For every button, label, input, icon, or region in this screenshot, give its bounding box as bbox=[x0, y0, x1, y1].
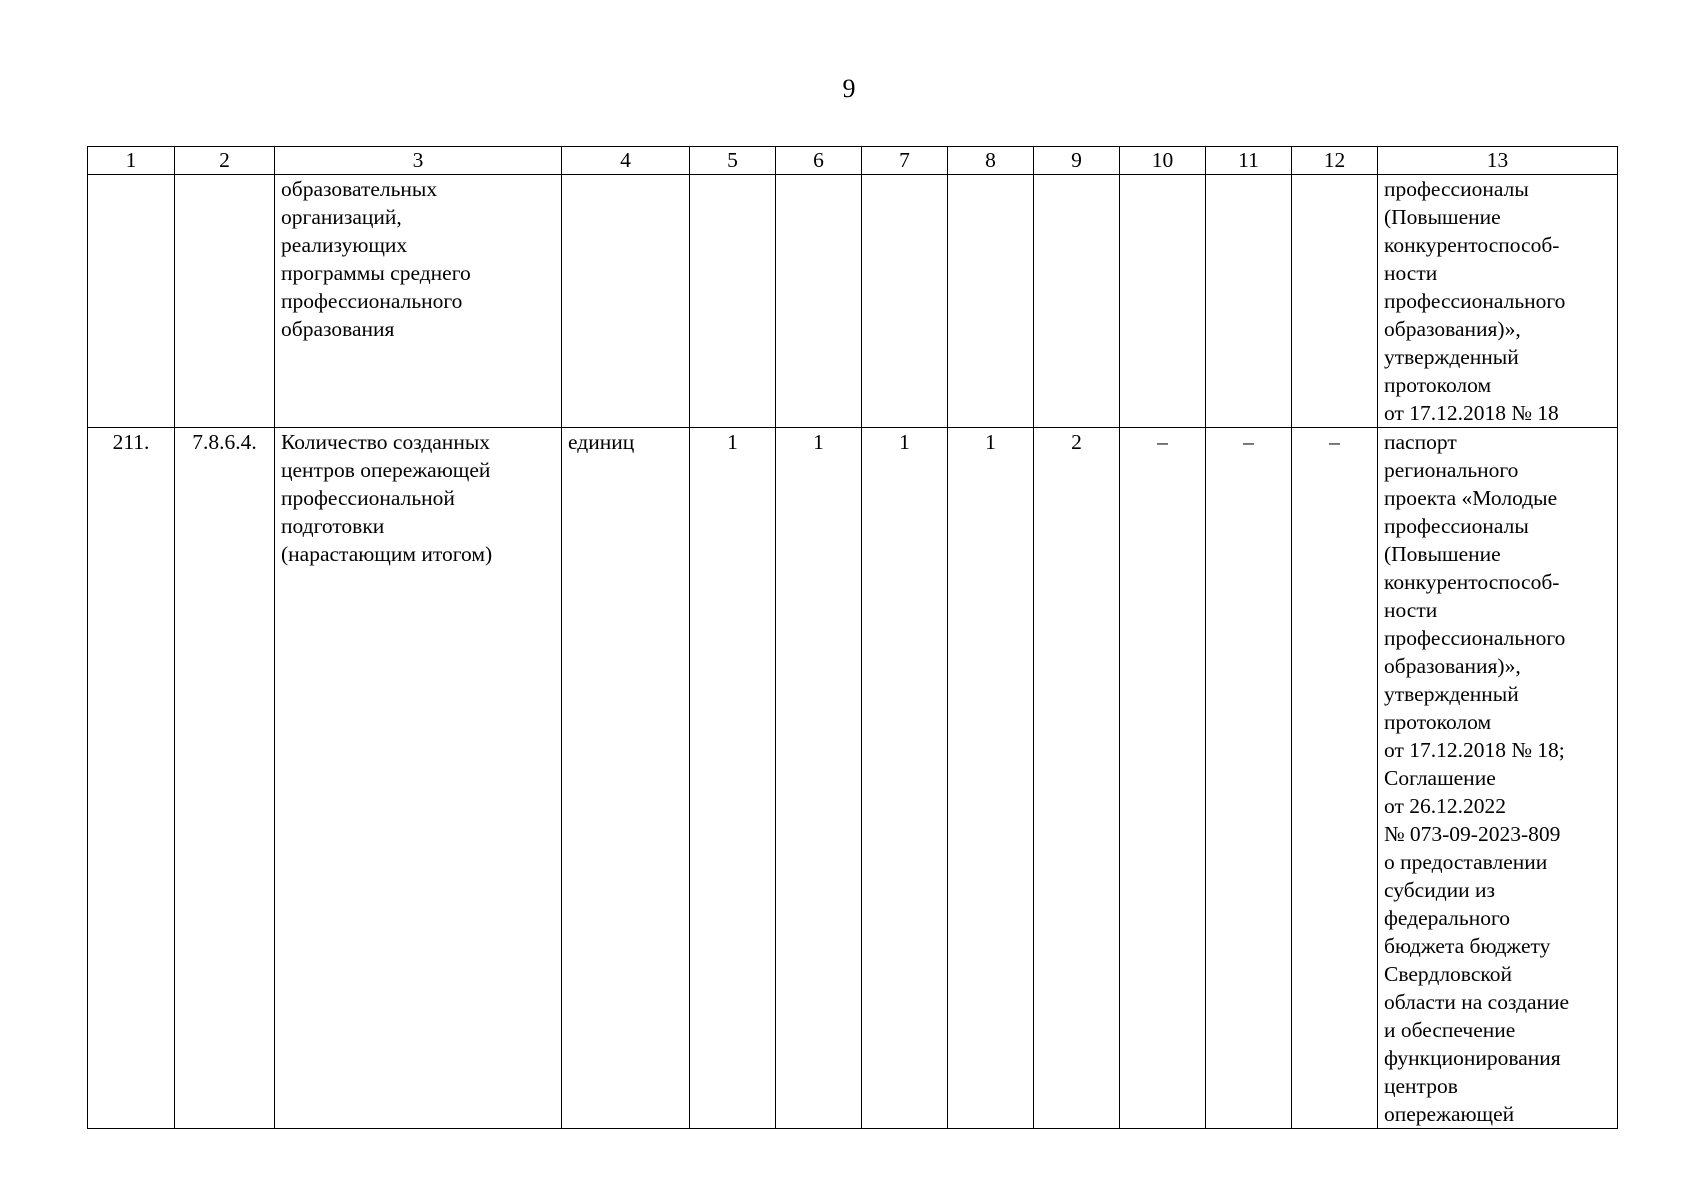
value-cell: 2 bbox=[1034, 428, 1120, 1129]
unit-cell bbox=[562, 175, 690, 428]
code-cell: 7.8.6.4. bbox=[175, 428, 275, 1129]
column-header: 13 bbox=[1378, 147, 1618, 175]
value-cell: 1 bbox=[862, 428, 948, 1129]
column-header: 7 bbox=[862, 147, 948, 175]
value-cell bbox=[1206, 175, 1292, 428]
column-header: 4 bbox=[562, 147, 690, 175]
source-document-cell: паспорт регионального проекта «Молодые профессионалы (Повышение конкурентоспособ- ности профессионального образования)», утвержденный протоколом от 17.12.2018 № 18; Соглашение от 26.12.2022 № 073-09-2023-809 о предоставлении субсидии из федерального бюджета бюджету Свердловской области на создание и обеспечение функционирования центров опережающей bbox=[1378, 428, 1618, 1129]
table-row-211 bbox=[88, 428, 1618, 1129]
column-header: 6 bbox=[776, 147, 862, 175]
row-number-cell bbox=[88, 175, 175, 428]
value-cell: – bbox=[1120, 428, 1206, 1129]
value-cell: – bbox=[1206, 428, 1292, 1129]
value-cell bbox=[948, 175, 1034, 428]
page-number: 9 bbox=[842, 74, 856, 103]
source-document-cell: профессионалы (Повышение конкурентоспособ- ности профессионального образования)», утвержденный протоколом от 17.12.2018 № 18 bbox=[1378, 175, 1618, 428]
column-header: 3 bbox=[275, 147, 562, 175]
column-header: 12 bbox=[1292, 147, 1378, 175]
value-cell bbox=[776, 175, 862, 428]
column-header: 2 bbox=[175, 147, 275, 175]
value-cell bbox=[1120, 175, 1206, 428]
column-header: 11 bbox=[1206, 147, 1292, 175]
column-header: 8 bbox=[948, 147, 1034, 175]
indicator-name-cell: образовательных организаций, реализующих программы среднего профессионального образования bbox=[275, 175, 562, 428]
value-cell: – bbox=[1292, 428, 1378, 1129]
table-row-continuation bbox=[88, 175, 1618, 428]
value-cell: 1 bbox=[690, 428, 776, 1129]
code-cell bbox=[175, 175, 275, 428]
row-number-cell: 211. bbox=[88, 428, 175, 1129]
column-number-row bbox=[88, 147, 1618, 175]
indicator-name-cell: Количество созданных центров опережающей профессиональной подготовки (нарастающим итогом) bbox=[275, 428, 562, 1129]
column-header: 5 bbox=[690, 147, 776, 175]
column-header: 1 bbox=[88, 147, 175, 175]
value-cell bbox=[1292, 175, 1378, 428]
column-header: 10 bbox=[1120, 147, 1206, 175]
value-cell bbox=[862, 175, 948, 428]
value-cell bbox=[1034, 175, 1120, 428]
value-cell: 1 bbox=[948, 428, 1034, 1129]
column-header: 9 bbox=[1034, 147, 1120, 175]
indicators-table bbox=[87, 146, 1618, 1129]
value-cell bbox=[690, 175, 776, 428]
unit-cell: единиц bbox=[562, 428, 690, 1129]
value-cell: 1 bbox=[776, 428, 862, 1129]
